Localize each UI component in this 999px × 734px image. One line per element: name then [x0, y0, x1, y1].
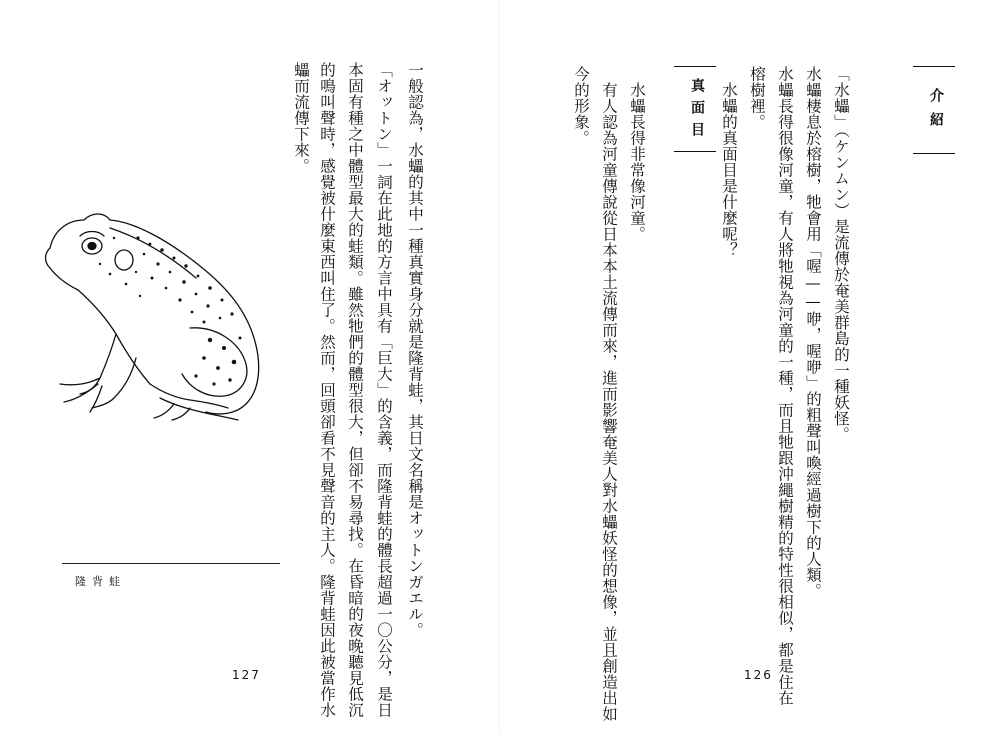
text-column: 水蠝長得非常像河童。 — [628, 82, 646, 242]
left-page — [0, 0, 499, 734]
figure-caption: 隆背蛙 — [75, 575, 126, 588]
heading-rule-bottom — [674, 151, 716, 152]
frog-illustration — [40, 208, 290, 423]
text-column: 有人認為河童傳說從日本本土流傳而來，進而影響奄美人對水蠝妖怪的想像，並且創造出如 — [600, 82, 618, 722]
text-column: 水蠝棲息於榕樹，牠會用「喔——咿，喔咿」的粗聲叫喚經過樹下的人類。 — [804, 66, 822, 599]
heading-rule-top — [674, 66, 716, 67]
text-column: 蠝而流傳下來。 — [292, 62, 310, 174]
page-number-right: 126 — [744, 668, 773, 682]
page-number-left: 127 — [232, 668, 261, 682]
caption-rule — [62, 563, 280, 564]
text-column: 「オットン」一詞在此地的方言中具有「巨大」的含義，而隆背蛙的體長超過一〇公分，是日 — [375, 62, 393, 718]
text-column: 榕樹裡。 — [748, 66, 766, 130]
heading-rule-top — [913, 66, 955, 67]
section-heading-truth — [674, 66, 716, 152]
text-column: 「水蠝」（ケンムン）是流傳於奄美群島的一種妖怪。 — [832, 66, 850, 443]
section-heading-label: 介紹 — [928, 88, 944, 136]
text-column: 水蠝的真面目是什麼呢？ — [720, 82, 738, 258]
text-column: 一般認為，水蠝的其中一種真實身分就是隆背蛙，其日文名稱是オットンガエル。 — [406, 62, 424, 638]
right-page — [500, 0, 999, 734]
heading-rule-bottom — [913, 153, 955, 154]
section-heading-label: 真面目 — [689, 78, 705, 144]
text-column: 的鳴叫聲時，感覺被什麼東西叫住了。然而，回頭卻看不見聲音的主人。隆背蛙因此被當作水 — [318, 62, 336, 718]
text-column: 今的形象。 — [572, 66, 590, 146]
text-column: 本固有種之中體型最大的蛙類。雖然牠們的體型很大，但卻不易尋找。在昏暗的夜晚聽見低沉 — [346, 62, 364, 718]
text-column: 水蠝長得很像河童，有人將牠視為河童的一種，而且牠跟沖繩樹精的特性很相似，都是住在 — [776, 66, 794, 706]
section-heading-intro — [913, 66, 955, 154]
